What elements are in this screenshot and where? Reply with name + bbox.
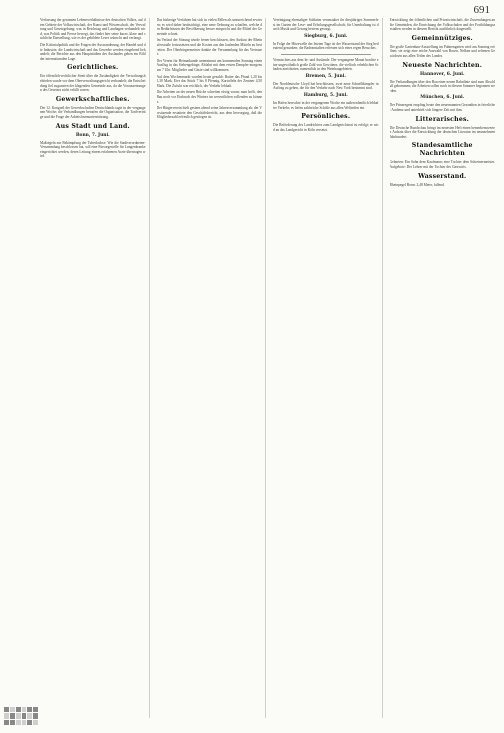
article-paragraph: Die Beförderung des Landrichters zum Landgerichtsrat ist erfolgt; er wird an das Landgericht in Köln versetzt. xyxy=(273,123,379,132)
article-paragraph: Geburten: Ein Sohn dem Kaufmann; eine Tochter dem Schreinermeister. Aufgebote: Der Lehrer mit der Tochter des Gastwirts. xyxy=(389,160,495,169)
section-heading: Gemeinnütziges. xyxy=(411,34,473,42)
text-column-1 xyxy=(40,18,150,718)
section-heading: Standesamtliche Nachrichten xyxy=(411,142,473,158)
article-paragraph: Der Bürgerverein hielt gestern abend seine Jahresversammlung ab; der Vorsitzende erstattete den Geschäftsbericht, aus dem hervorging, daß die Mitgliederzahl erfreulich gestiegen ist. xyxy=(156,106,262,120)
dateline: Bonn, 7. Juni. xyxy=(75,132,110,138)
columns-container xyxy=(40,18,498,718)
article-paragraph: Die große Gartenbau-Ausstellung im Palmengarten wird am Sonntag eröffnet; sie zeigt eine reiche Auswahl von Rosen, Nelken und seltenen Gewächsen aus allen Teilen des Landes. xyxy=(389,44,495,58)
article-paragraph: Entwicklung der öffentlichen und Privatwirtschaft, die Zuwendungen an die Gemeinden, die Einrichtung der Volksschulen und der Fortbildungsanstalten werden in diesem Bericht ausführlich dargestellt. xyxy=(389,18,495,32)
section-divider xyxy=(281,54,371,55)
article-paragraph: Verfassung der gesamten Lebensverhältnisse des deutschen Volkes, auf dem Gebiete der Volkswirtschaft, der Kunst und Wissenschaft, der Verwaltung und Gesetzgebung; was in Reichstag und Landtagen verhandelt wird, was Politik und Presse bewegt, das findet hier seine kurze, klare und sachliche Darstellung, wie es der gebildete Leser wünscht und verlangt. xyxy=(40,18,146,41)
section-heading: Gewerkschaftliches. xyxy=(55,95,130,103)
article-paragraph: Vermischtes aus dem In- und Auslande. Der vergangene Monat brachte eine ungewöhnlich große Zahl von Gewittern, die vielfach erheblichen Schaden anrichteten, namentlich in den Weinbaugebieten. xyxy=(273,57,379,72)
article-paragraph: Rheinpegel Bonn: 2,48 Meter, fallend. xyxy=(389,182,445,187)
article-paragraph: Der Norddeutsche Lloyd hat beschlossen, zwei neue Schnelldampfer in Auftrag zu geben, die für den Verkehr nach New York bestimmt sind. xyxy=(273,81,379,91)
article-paragraph: In Folge der Hitzewelle der letzten Tage ist der Wasserstand der Sieg bedeutend gesunken; die Badeanstalten erfreuen sich eines regen Besuches. xyxy=(273,41,379,51)
dateline: München, 6. Juni. xyxy=(420,95,465,101)
text-column-3 xyxy=(273,18,383,718)
article-paragraph: Im Hafen herrschte in der vergangenen Woche ein außerordentlich lebhafter Verkehr; es liefen zahlreiche Schiffe aus allen Weltteilen ein. xyxy=(273,100,379,110)
dateline: Hannover, 6. Juni. xyxy=(420,71,465,77)
section-heading: Persönliches. xyxy=(301,113,351,121)
article-paragraph: Vereinigung ehemaliger Soldaten veranstaltet ihr diesjähriges Sommerfest im Garten der Lese- und Erholungsgesellschaft; für Unterhaltung ist durch Musik und Gesang bestens gesorgt. xyxy=(273,18,379,32)
dateline: Bremen, 5. Juni. xyxy=(305,73,346,79)
article-paragraph: Ein öffentlich-rechtlicher Streit über die Zuständigkeit der Verwaltungsbehörden wurde vor dem Oberverwaltungsgericht verhandelt; die Entscheidung fiel zugunsten der klagenden Gemeinde aus, da die Voraussetzungen des Gesetzes nicht erfüllt waren. xyxy=(40,74,146,93)
article-paragraph: Auf dem Wochenmarkt wurden heute gezahlt: Butter das Pfund 1,20 bis 1,30 Mark, Eier das Stück 7 bis 8 Pfennig, Kartoffeln der Zentner 4,50 Mark. Die Zufuhr war reichlich, der Verkehr lebhaft. xyxy=(156,74,262,88)
text-column-2 xyxy=(157,18,267,718)
section-heading: Wasserstand. xyxy=(418,172,467,180)
page-number: 691 xyxy=(473,4,490,16)
article-paragraph: Maßregeln zur Bekämpfung der Tuberkulose. Wie die Stadtverordneten-Versammlung beschlossen hat, soll eine Fürsorgestelle für Lungenkranke eingerichtet werden, deren Leitung einem erfahrenen Arzte übertragen wird. xyxy=(40,140,146,159)
article-paragraph: Die Deutsche Rundschau bringt im neuesten Heft einen bemerkenswerten Aufsatz über die Entwicklung der deutschen Literatur im neunzehnten Jahrhundert. xyxy=(389,125,495,139)
text-column-4 xyxy=(390,18,499,718)
section-heading: Gerichtliches. xyxy=(67,64,119,72)
dateline: Hamburg, 5. Juni. xyxy=(303,92,348,98)
section-heading: Aus Stadt und Land. xyxy=(55,122,130,130)
section-heading: Litterarisches. xyxy=(415,115,470,123)
article-paragraph: Die Verhandlungen über den Bau einer neuen Bahnlinie sind zum Abschluß gekommen; die Arbeiten sollen noch in diesem Sommer begonnen werden. xyxy=(389,79,495,93)
article-paragraph: Die Arbeiten an der neuen Brücke schreiten rüstig voran; man hofft, den Bau noch vor Einbruch des Winters im wesentlichen vollenden zu können. xyxy=(156,90,262,104)
article-paragraph: Das bisherige Verfahren hat sich in vielen Fällen als unzureichend erwiesen; es wird daher beabsichtigt, eine neue Ordnung zu schaffen, welche den Bedürfnissen der Bevölkerung besser entspricht und die Mittel der Gemeinde schont. xyxy=(156,18,262,36)
article-paragraph: Der Prinzregent empfing heute den neuernannten Gesandten in feierlicher Audienz und unterhielt sich längere Zeit mit ihm. xyxy=(389,103,495,112)
section-heading: Neueste Nachrichten. xyxy=(402,61,483,69)
article-paragraph: Der Verein für Heimatkunde unternimmt am kommenden Sonntag einen Ausflug in das Siebengebirge; Abfahrt mit dem ersten Dampfer morgens um 7 Uhr. Mitglieder und Gäste sind willkommen. xyxy=(156,58,262,72)
article-paragraph: Im Verlauf der Sitzung wurde ferner beschlossen, den Ausbau der Rheinuferstraße fortzusetzen und die Kosten aus den laufenden Mitteln zu bestreiten. Der Oberbürgermeister dankte der Versammlung für das Vertrauen. xyxy=(156,38,262,57)
article-paragraph: Der 12. Kongreß der Gewerkschaften Deutschlands tagte in der vergangenen Woche; die Verhandlungen betrafen die Organisation, die Tarifverträge und die Frage der Arbeitslosenunterstützung. xyxy=(40,105,146,119)
dateline: Siegburg, 6. Juni. xyxy=(304,33,348,39)
archive-barcode-icon xyxy=(4,707,38,725)
article-paragraph: Die Kolonialpolitik und die Fragen der Auswanderung, der Handel und die Industrie, die Landwirtschaft und das Gewerbe werden eingehend behandelt; die Berichte aus den Hauptstädten des Auslandes geben ein Bild der internationalen Lage. xyxy=(40,42,146,61)
